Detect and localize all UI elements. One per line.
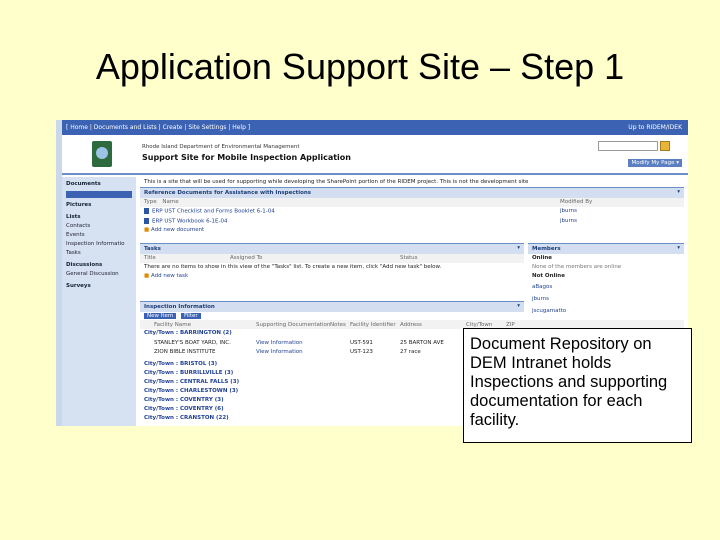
site-header: [62, 135, 688, 175]
list-item: [140, 217, 684, 227]
group-row[interactable]: City/Town : BARRINGTON (2): [144, 330, 232, 336]
group-row[interactable]: City/Town : CENTRAL FALLS (3): [144, 379, 240, 385]
group-row[interactable]: City/Town : BURRILLVILLE (3): [144, 370, 234, 376]
tasks-col-heads: [140, 254, 524, 263]
slide-title: Application Support Site – Step 1: [95, 46, 625, 87]
col-address: Address: [400, 322, 422, 328]
col-supporting-doc: Supporting Documentation: [256, 322, 331, 328]
col-name: Name: [162, 199, 179, 205]
top-nav-links[interactable]: [ Home | Documents and Lists | Create | Site Settings | Help ]: [66, 124, 251, 131]
group-row[interactable]: City/Town : COVENTRY (6): [144, 406, 224, 412]
group-row[interactable]: City/Town : COVENTRY (3): [144, 397, 224, 403]
member-link[interactable]: jscugamatto: [532, 308, 567, 314]
reference-docs-title[interactable]: Reference Documents for Assistance with Inspections: [144, 190, 312, 196]
member-link[interactable]: jburns: [532, 296, 550, 302]
quick-launch: [62, 177, 136, 426]
reference-docs-header: [140, 187, 684, 198]
intro-text: This is a site that will be used for supporting while developing the SharePoint portion of the RIDEM project. This is not the development site: [144, 179, 529, 185]
col-title: Title: [144, 255, 156, 261]
none-online-text: None of the members are online: [532, 264, 622, 270]
new-item-button[interactable]: New Item: [144, 313, 176, 319]
tasks-header: [140, 243, 524, 254]
chevron-down-icon[interactable]: ▾: [517, 245, 520, 251]
facility-id: UST-123: [350, 349, 373, 355]
tasks-empty-text: There are no items to show in this view of the "Tasks" list. To create a new item, click "Add new task" below.: [144, 264, 442, 270]
group-row[interactable]: City/Town : CHARLESTOWN (3): [144, 388, 239, 394]
ql-lists[interactable]: Lists: [66, 214, 81, 220]
ql-pictures[interactable]: Pictures: [66, 202, 92, 208]
modify-my-page-button[interactable]: Modify My Page ▾: [628, 159, 682, 167]
ql-discussions[interactable]: Discussions: [66, 262, 103, 268]
ql-list-item[interactable]: Contacts: [66, 223, 91, 229]
col-modified: Modified By: [560, 199, 593, 205]
modified-by[interactable]: jburns: [560, 208, 578, 214]
col-status: Status: [400, 255, 418, 261]
chevron-down-icon[interactable]: ▾: [677, 245, 680, 251]
add-new-task-link[interactable]: ■ Add new task: [140, 272, 524, 281]
ql-surveys[interactable]: Surveys: [66, 283, 91, 289]
callout-text: Document Repository on DEM Intranet holds Inspections and supporting documentation for each facility.: [463, 328, 692, 443]
col-notes: Notes: [330, 322, 346, 328]
chevron-down-icon[interactable]: ▾: [677, 189, 680, 195]
col-type: Type: [144, 199, 157, 205]
tasks-webpart: [140, 243, 524, 281]
col-city: City/Town: [466, 322, 493, 328]
ridem-logo-icon: [92, 141, 112, 167]
inspection-toolbar: [140, 312, 684, 320]
inspection-title[interactable]: Inspection Information: [144, 304, 215, 310]
group-row[interactable]: City/Town : BRISTOL (3): [144, 361, 218, 367]
members-title[interactable]: Members: [532, 246, 561, 252]
view-information-link[interactable]: View Information: [256, 340, 303, 346]
online-label: Online: [532, 255, 553, 261]
not-online-label: Not Online: [532, 273, 565, 279]
document-icon: [144, 218, 149, 224]
facility-name: ZION BIBLE INSTITUTE: [154, 349, 216, 355]
col-zip: ZIP: [506, 322, 515, 328]
ql-list-item[interactable]: Tasks: [66, 250, 81, 256]
ql-documents[interactable]: Documents: [66, 181, 101, 187]
facility-name: STANLEY'S BOAT YARD, INC.: [154, 340, 231, 346]
list-item: [140, 207, 684, 217]
site-title: Support Site for Mobile Inspection Application: [142, 153, 351, 162]
col-facility-id: Facility Identifier: [350, 322, 396, 328]
document-icon: [144, 208, 149, 214]
tasks-title[interactable]: Tasks: [144, 246, 161, 252]
document-link[interactable]: ERP UST Checklist and Forms Booklet 6-1-04: [152, 208, 275, 215]
up-to-link[interactable]: Up to RIDEM/IDEK: [628, 124, 682, 131]
search-input[interactable]: [598, 141, 658, 151]
modified-by[interactable]: jburns: [560, 217, 578, 224]
search-icon[interactable]: [660, 141, 670, 151]
filter-button[interactable]: Filter: [181, 313, 201, 319]
ql-list-item[interactable]: Inspection Informatio: [66, 241, 125, 247]
facility-address: 27 race: [400, 349, 421, 355]
inspection-header: [140, 301, 524, 312]
col-facility-name: Facility Name: [154, 322, 192, 328]
add-new-document-link[interactable]: ■ Add new document: [140, 226, 684, 235]
ql-list-item[interactable]: Events: [66, 232, 85, 238]
top-nav-bar: [62, 120, 688, 135]
facility-address: 25 BARTON AVE: [400, 340, 444, 346]
member-link[interactable]: aBagos: [532, 284, 553, 290]
members-header: [528, 243, 684, 254]
ql-discussion-item[interactable]: General Discussion: [66, 271, 119, 277]
view-information-link[interactable]: View Information: [256, 349, 303, 355]
col-assigned: Assigned To: [230, 255, 263, 261]
chevron-down-icon[interactable]: ▾: [517, 303, 520, 309]
facility-id: UST-591: [350, 340, 373, 346]
org-name: Rhode Island Department of Environmental Management: [142, 144, 300, 150]
document-link[interactable]: ERP UST Workbook 6-1E-04: [152, 218, 228, 224]
reference-docs-col-heads: [140, 198, 684, 207]
group-row[interactable]: City/Town : CRANSTON (22): [144, 415, 229, 421]
ql-selected-item[interactable]: [66, 191, 132, 198]
